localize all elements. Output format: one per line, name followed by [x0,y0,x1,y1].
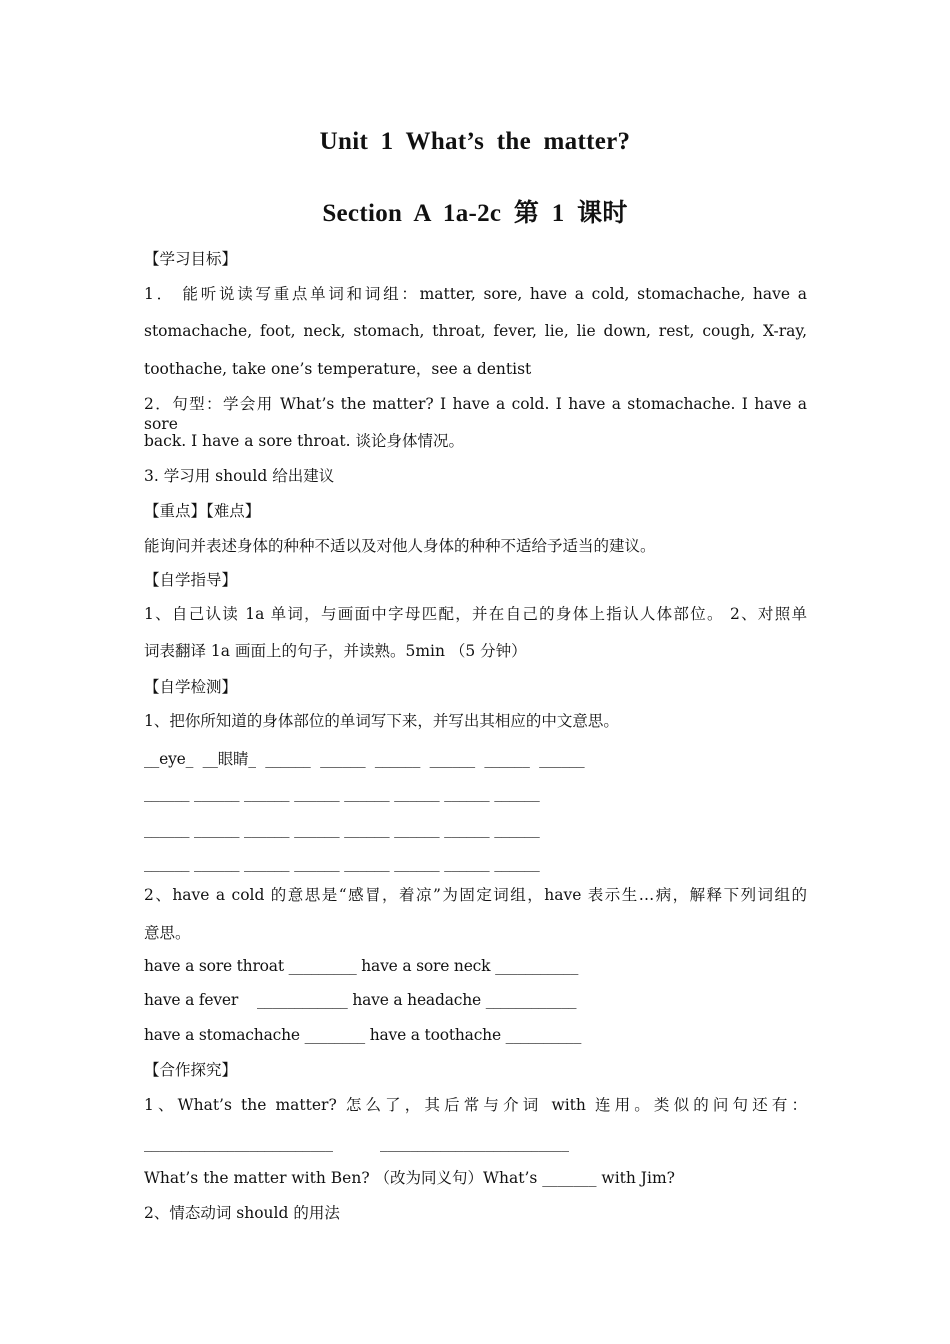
self-check-question-2-line-2: 意思。 [144,924,191,942]
self-study-guide-line-2: 词表翻译 1a 画面上的句子，并读熟。5min （5 分钟） [144,642,527,660]
cooperation-question-1-line-3: What’s the matter with Ben? （改为同义句）What’s _______ with Jim? [144,1169,675,1187]
self-study-guide-line-1: 1、自己认读 1a 单词，与画面中字母匹配，并在自己的身体上指认人体部位。 2、对照单 [144,605,807,623]
body-part-blank-row-4[interactable]: ______ ______ ______ ______ ______ ______ ______ ______ [144,854,540,872]
body-part-blank-row-2[interactable]: ______ ______ ______ ______ ______ ______ ______ ______ [144,784,540,802]
body-part-blank-row-1[interactable]: __eye_ __眼睛_ ______ ______ ______ ______ ______ ______ [144,750,585,768]
similar-question-blanks[interactable]: _________________________ _________________________ [144,1134,569,1152]
cooperation-question-2: 2、情态动词 should 的用法 [144,1204,340,1222]
body-part-blank-row-3[interactable]: ______ ______ ______ ______ ______ ______ ______ ______ [144,820,540,838]
phrase-row-3[interactable]: have a stomachache ________ have a toothache __________ [144,1026,582,1044]
objective-1-line-1: 1． 能听说读写重点单词和词组：matter, sore, have a cold, stomachache, have a [144,285,807,303]
page-subtitle: Section A 1a-2c 第 1 课时 [322,200,628,227]
cooperation-heading: 【合作探究】 [144,1061,238,1079]
phrase-row-1[interactable]: have a sore throat _________ have a sore neck ___________ [144,957,579,975]
key-points-heading: 【重点】【难点】 [144,502,261,520]
self-check-heading: 【自学检测】 [144,678,238,696]
key-points-text: 能询问并表述身体的种种不适以及对他人身体的种种不适给予适当的建议。 [144,537,656,555]
objective-2-line-1: 2．句型：学会用 What’s the matter? I have a cold. I have a stomachache. I have a sore [144,395,807,433]
self-study-guide-heading: 【自学指导】 [144,571,238,589]
objective-2-line-2: back. I have a sore throat. 谈论身体情况。 [144,432,464,450]
objectives-heading: 【学习目标】 [144,250,238,268]
self-check-question-2-line-1: 2、have a cold 的意思是“感冒，着凉”为固定词组，have 表示生…病，解释下列词组的 [144,886,807,904]
phrase-row-2[interactable]: have a fever ____________ have a headache ____________ [144,991,577,1009]
objective-1-line-2: stomachache, foot, neck, stomach, throat, fever, lie, lie down, rest, cough, X-ray, [144,322,807,340]
page-title: Unit 1 What’s the matter? [319,128,631,155]
objective-1-line-3: toothache, take one’s temperature，see a dentist [144,360,532,378]
self-check-question-1: 1、把你所知道的身体部位的单词写下来，并写出其相应的中文意思。 [144,712,619,730]
cooperation-question-1-line-1: 1、What’s the matter? 怎么了，其后常与介词 with 连用。类似的问句还有： [144,1096,807,1114]
objective-3: 3. 学习用 should 给出建议 [144,467,335,485]
